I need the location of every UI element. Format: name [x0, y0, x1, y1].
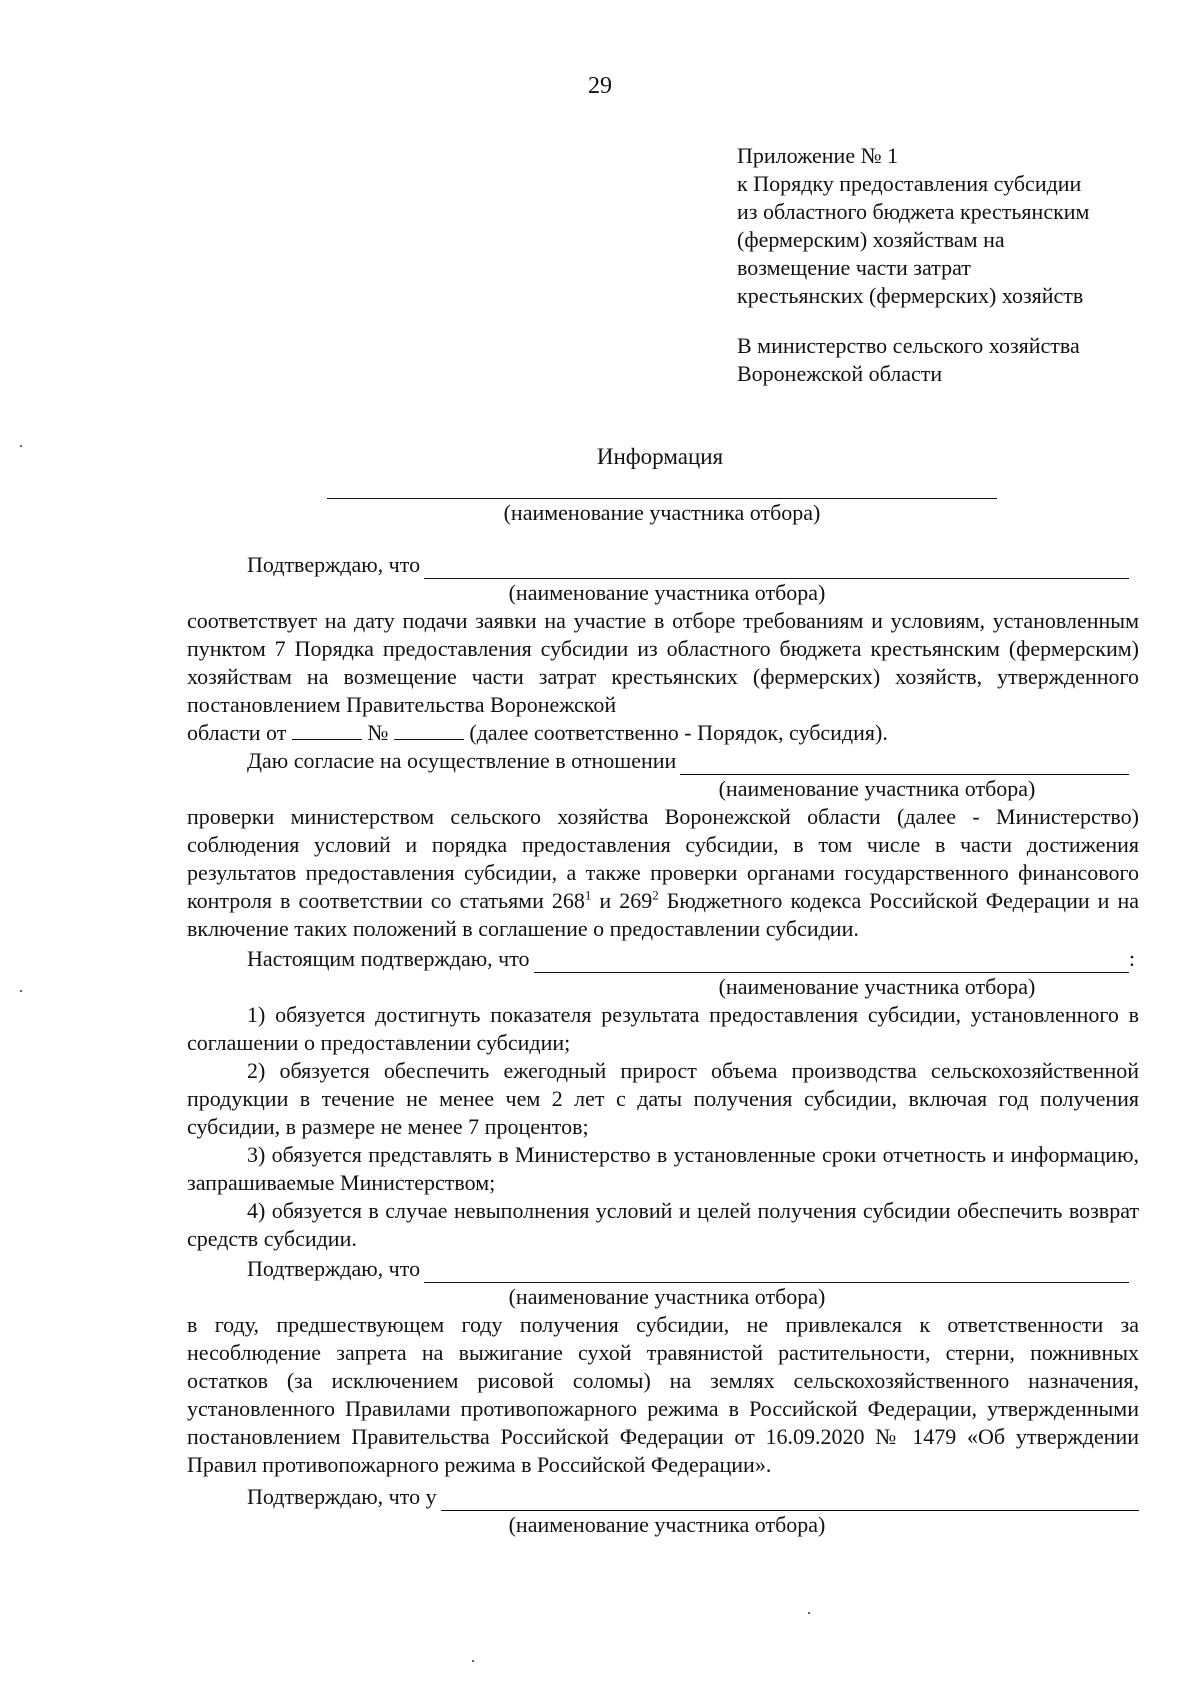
superscript: 2 [652, 887, 659, 903]
appendix-line: (фермерским) хозяйствам на [737, 227, 1005, 252]
obligation-item: 1) обязуется достигнуть показателя результата предоставления субсидии, установленного в соглашении о предоставлении субсидии; [187, 1002, 1139, 1055]
blank-line [327, 488, 997, 499]
superscript: 1 [584, 887, 592, 903]
colon: : [1128, 946, 1135, 971]
participant-name-field[interactable] [424, 1260, 1129, 1283]
field-caption: (наименование участника отбора) [508, 580, 826, 605]
paragraph-text: Бюджетного кодекса Российской Федерации и на включение таких положений в соглашение о предоставлении субсидии. [187, 888, 1139, 941]
appendix-line: к Порядку предоставления субсидии [737, 171, 1082, 196]
scan-speck [20, 990, 22, 992]
consent-lead: Даю согласие на осуществление в отношении [247, 748, 677, 773]
paragraph-text: проверки министерством сельского хозяйства Воронежской области (далее - Министерство) соблюдения условий и порядка предоставления субсидии, в том числе в части достижения результатов предоставления субсидии, а также проверки органами государственного финансового контроля в соответствии со статьями 268 [187, 804, 1139, 913]
participant-name-field[interactable] [441, 1488, 1139, 1511]
scan-speck [20, 445, 22, 447]
paragraph-text: и 269 [591, 888, 653, 913]
confirm-lead: Подтверждаю, что [247, 1256, 421, 1281]
participant-name-field[interactable] [680, 752, 1129, 775]
paragraph-text: области от [187, 720, 287, 745]
number-sign: № [367, 720, 389, 745]
confirm-lead: Подтверждаю, что [247, 552, 421, 577]
participant-name-field[interactable] [424, 556, 1129, 579]
scan-speck [472, 1660, 474, 1662]
appendix-block [737, 142, 1177, 310]
appendix-line: возмещение части затрат [737, 255, 971, 280]
addressee-line: Воронежской области [737, 361, 943, 386]
hereby-row [187, 945, 1135, 973]
field-caption: (наименование участника отбора) [718, 974, 1036, 999]
field-caption: (наименование участника отбора) [503, 500, 821, 525]
field-caption: (наименование участника отбора) [718, 776, 1036, 801]
paragraph-text: соответствует на дату подачи заявки на участие в отборе требованиям и условиям, установленным пунктом 7 Порядка предоставления субсидии из областного бюджета крестьянским (фермерским) хозяйствам на возмещение части затрат крестьянских (фермерских) хозяйств, утвержденного постановлением Правительства Воронежской [187, 608, 1139, 717]
paragraph-fire-safety: в году, предшествующем году получения субсидии, не привлекался к ответственности за несоблюдение запрета на выжигание сухой травянистой растительности, стерни, пожнивных остатков (за исключением рисовой соломы) на землях сельскохозяйственного назначения, установленного Правилами противопожарного режима в Российской Федерации, утвержденными постановлением Правительства Российской Федерации от 16.09.2020 № 1479 «Об утверждении Правил противопожарного режима в Российской Федерации». [187, 1312, 1139, 1477]
scan-speck [808, 1612, 810, 1614]
obligation-item: 2) обязуется обеспечить ежегодный прирост объема производства сельскохозяйственной продукции в течение не менее чем 2 лет с даты получения субсидии, включая год получения субсидии, в размере не менее 7 процентов; [187, 1058, 1139, 1139]
paragraph-requirements [187, 607, 1139, 719]
page-number: 29 [588, 73, 612, 99]
confirm-u-lead: Подтверждаю, что у [247, 1484, 437, 1509]
addressee-block [737, 332, 1177, 388]
appendix-line: крестьянских (фермерских) хозяйств [737, 283, 1084, 308]
document-title: Информация [596, 444, 724, 469]
date-field[interactable] [292, 719, 362, 740]
appendix-line: из областного бюджета крестьянским [737, 199, 1090, 224]
obligation-item: 3) обязуется представлять в Министерство в установленные сроки отчетность и информацию, запрашиваемые Министерством; [187, 1142, 1139, 1195]
appendix-line: Приложение № 1 [737, 143, 899, 168]
paragraph-inspection [187, 803, 1139, 943]
hereby-lead: Настоящим подтверждаю, что [247, 946, 530, 971]
paragraph-text: (далее соответственно - Порядок, субсидия). [469, 720, 888, 745]
field-caption: (наименование участника отбора) [508, 1512, 826, 1537]
confirm-row-3 [187, 1483, 1139, 1511]
number-field[interactable] [394, 719, 464, 740]
confirm-row-2 [187, 1255, 1129, 1283]
field-caption: (наименование участника отбора) [508, 1284, 826, 1309]
document-body [187, 488, 1139, 1539]
obligation-item: 4) обязуется в случае невыполнения условий и целей получения субсидии обеспечить возврат средств субсидии. [187, 1198, 1139, 1251]
participant-name-field[interactable] [534, 950, 1129, 973]
addressee-line: В министерство сельского хозяйства [737, 333, 1080, 358]
consent-row [187, 747, 1129, 775]
participant-name-field[interactable] [327, 488, 997, 527]
paragraph-requirements-end [187, 719, 1139, 747]
confirm-row-1 [187, 551, 1129, 579]
